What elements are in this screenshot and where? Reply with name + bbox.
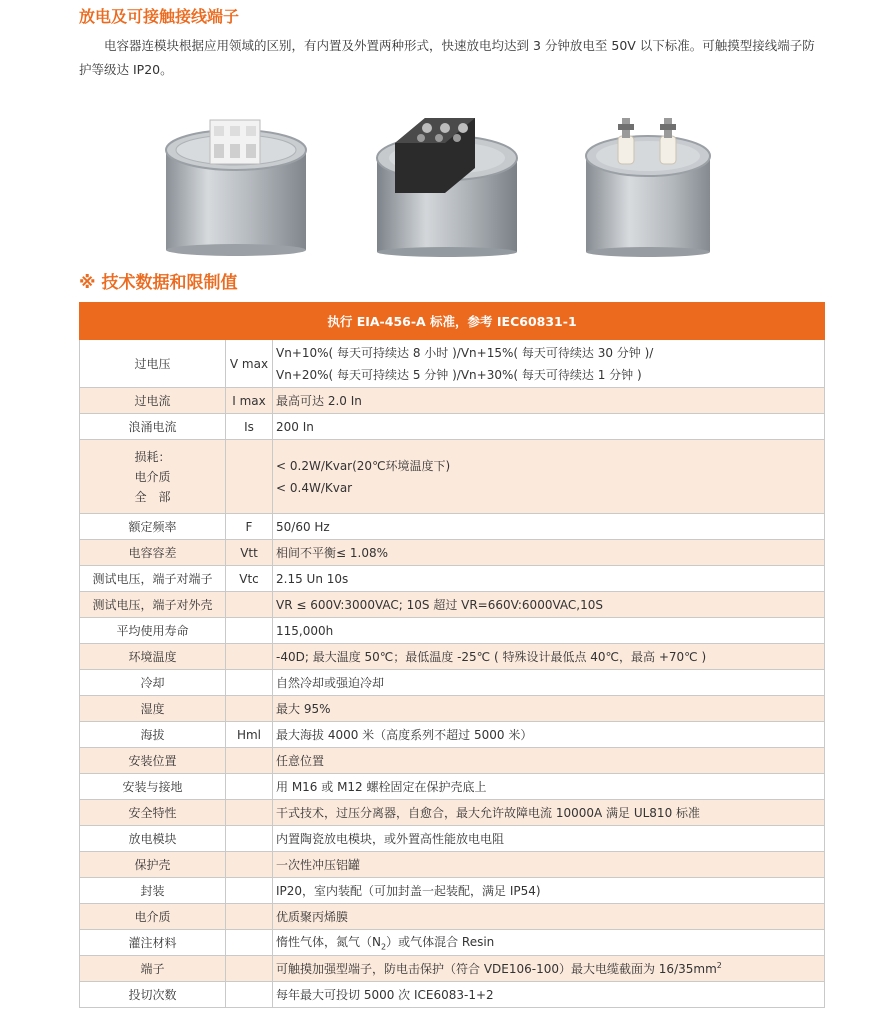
param-cell: 放电模块 bbox=[80, 826, 226, 852]
value-cell: 惰性气体，氮气$(N_2)$或气体混合 Resin bbox=[273, 930, 825, 956]
param-cell: 保护壳 bbox=[80, 852, 226, 878]
param-cell: 安全特性 bbox=[80, 800, 226, 826]
param-cell: 端子 bbox=[80, 956, 226, 982]
table-row bbox=[80, 670, 825, 696]
table-row bbox=[80, 930, 825, 956]
value-cell: 最大 95% bbox=[273, 696, 825, 722]
table-row bbox=[80, 644, 825, 670]
value-cell: 115,000h bbox=[273, 618, 825, 644]
table-row bbox=[80, 514, 825, 540]
table-row bbox=[80, 982, 825, 1008]
symbol-cell bbox=[226, 852, 273, 878]
param-cell: 安装位置 bbox=[80, 748, 226, 774]
param-cell: 安装与接地 bbox=[80, 774, 226, 800]
value-cell: 50/60 Hz bbox=[273, 514, 825, 540]
discharge-section-title: 放电及可接触接线端子 bbox=[79, 7, 240, 26]
table-row bbox=[80, 592, 825, 618]
table-row bbox=[80, 800, 825, 826]
symbol-cell bbox=[226, 930, 273, 956]
value-cell: 最大海拔 4000 米（高度系列不超过 5000 米） bbox=[273, 722, 825, 748]
value-cell: 可触摸加强型端子，防电击保护（符合 VDE106-100）最大电缆截面为 $16/35mm^2$ bbox=[273, 956, 825, 982]
table-row bbox=[80, 540, 825, 566]
symbol-cell: Is bbox=[226, 414, 273, 440]
symbol-cell bbox=[226, 878, 273, 904]
capacitor-photo-ceramic-bushings bbox=[580, 98, 715, 258]
symbol-cell bbox=[226, 904, 273, 930]
param-cell: 冷却 bbox=[80, 670, 226, 696]
value-cell: IP20，室内装配（可加封盖一起装配，满足 IP54) bbox=[273, 878, 825, 904]
value-cell: < 0.2W/Kvar(20℃环境温度下) < 0.4W/Kvar bbox=[273, 440, 825, 514]
spec-table-header: 执行 EIA-456-A 标准，参考 IEC60831-1 bbox=[80, 303, 825, 340]
value-cell: 2.15 Un 10s bbox=[273, 566, 825, 592]
table-row bbox=[80, 722, 825, 748]
param-cell: 浪涌电流 bbox=[80, 414, 226, 440]
value-cell: 优质聚丙烯膜 bbox=[273, 904, 825, 930]
param-cell: 电介质 bbox=[80, 904, 226, 930]
table-row bbox=[80, 440, 825, 514]
capacitor-photo-black-terminal bbox=[365, 98, 525, 258]
discharge-section-text: 电容器连模块根据应用领域的区别，有内置及外置两种形式，快速放电均达到 3 分钟放电至 50V 以下标准。可触摸型接线端子防护等级达 IP20。 bbox=[79, 38, 815, 77]
symbol-cell: F bbox=[226, 514, 273, 540]
table-row bbox=[80, 878, 825, 904]
symbol-cell: Vtt bbox=[226, 540, 273, 566]
table-row bbox=[80, 852, 825, 878]
table-row bbox=[80, 414, 825, 440]
table-row bbox=[80, 696, 825, 722]
value-cell: VR ≤ 600V:3000VAC; 10S 超过 VR=660V:6000VAC,10S bbox=[273, 592, 825, 618]
table-row bbox=[80, 904, 825, 930]
param-cell: 过电流 bbox=[80, 388, 226, 414]
symbol-cell: Vtc bbox=[226, 566, 273, 592]
symbol-cell bbox=[226, 592, 273, 618]
symbol-cell bbox=[226, 696, 273, 722]
param-cell: 平均使用寿命 bbox=[80, 618, 226, 644]
spec-table bbox=[79, 302, 825, 1008]
symbol-cell bbox=[226, 774, 273, 800]
param-cell: 损耗： 电介质 全 部 bbox=[80, 440, 226, 514]
table-row bbox=[80, 826, 825, 852]
param-cell: 测试电压，端子对端子 bbox=[80, 566, 226, 592]
value-cell: 任意位置 bbox=[273, 748, 825, 774]
symbol-cell bbox=[226, 956, 273, 982]
value-cell: -40D; 最大温度 50℃；最低温度 -25℃ ( 特殊设计最低点 40℃，最高 +70℃ ) bbox=[273, 644, 825, 670]
param-cell: 海拔 bbox=[80, 722, 226, 748]
symbol-cell bbox=[226, 618, 273, 644]
param-cell: 额定频率 bbox=[80, 514, 226, 540]
param-cell: 环境温度 bbox=[80, 644, 226, 670]
capacitor-photo-white-terminal bbox=[158, 98, 313, 258]
param-cell: 封装 bbox=[80, 878, 226, 904]
symbol-cell bbox=[226, 748, 273, 774]
table-row bbox=[80, 956, 825, 982]
symbol-cell bbox=[226, 670, 273, 696]
value-cell: 每年最大可投切 5000 次 ICE6083-1+2 bbox=[273, 982, 825, 1008]
param-cell: 过电压 bbox=[80, 340, 226, 388]
table-row bbox=[80, 388, 825, 414]
table-row bbox=[80, 748, 825, 774]
symbol-cell bbox=[226, 826, 273, 852]
symbol-cell bbox=[226, 982, 273, 1008]
symbol-cell: V max bbox=[226, 340, 273, 388]
table-row bbox=[80, 618, 825, 644]
param-cell: 湿度 bbox=[80, 696, 226, 722]
value-cell: Vn+10%( 每天可持续达 8 小时 )/Vn+15%( 每天可待续达 30 分钟 )/ Vn+20%( 每天可持续达 5 分钟 )/Vn+30%( 每天可待续达 1 分钟 ) bbox=[273, 340, 825, 388]
symbol-cell bbox=[226, 644, 273, 670]
table-row bbox=[80, 340, 825, 388]
value-cell: 用 M16 或 M12 螺栓固定在保护壳底上 bbox=[273, 774, 825, 800]
value-cell: 相间不平衡≤ 1.08% bbox=[273, 540, 825, 566]
param-cell: 电容容差 bbox=[80, 540, 226, 566]
value-cell: 200 In bbox=[273, 414, 825, 440]
symbol-cell bbox=[226, 800, 273, 826]
param-cell: 灌注材料 bbox=[80, 930, 226, 956]
symbol-cell: I max bbox=[226, 388, 273, 414]
symbol-cell: Hml bbox=[226, 722, 273, 748]
capacitor-photos bbox=[140, 98, 740, 258]
value-cell: 自然冷却或强迫冷却 bbox=[273, 670, 825, 696]
value-cell: 一次性冲压铝罐 bbox=[273, 852, 825, 878]
table-row bbox=[80, 566, 825, 592]
value-cell: 内置陶瓷放电模块，或外置高性能放电电阻 bbox=[273, 826, 825, 852]
param-cell: 测试电压，端子对外壳 bbox=[80, 592, 226, 618]
table-row bbox=[80, 774, 825, 800]
param-cell: 投切次数 bbox=[80, 982, 226, 1008]
value-cell: 干式技术，过压分离器，自愈合，最大允许故障电流 10000A 满足 UL810 标准 bbox=[273, 800, 825, 826]
value-cell: 最高可达 2.0 In bbox=[273, 388, 825, 414]
spec-section-title: ※ 技术数据和限制值 bbox=[79, 273, 238, 293]
symbol-cell bbox=[226, 440, 273, 514]
